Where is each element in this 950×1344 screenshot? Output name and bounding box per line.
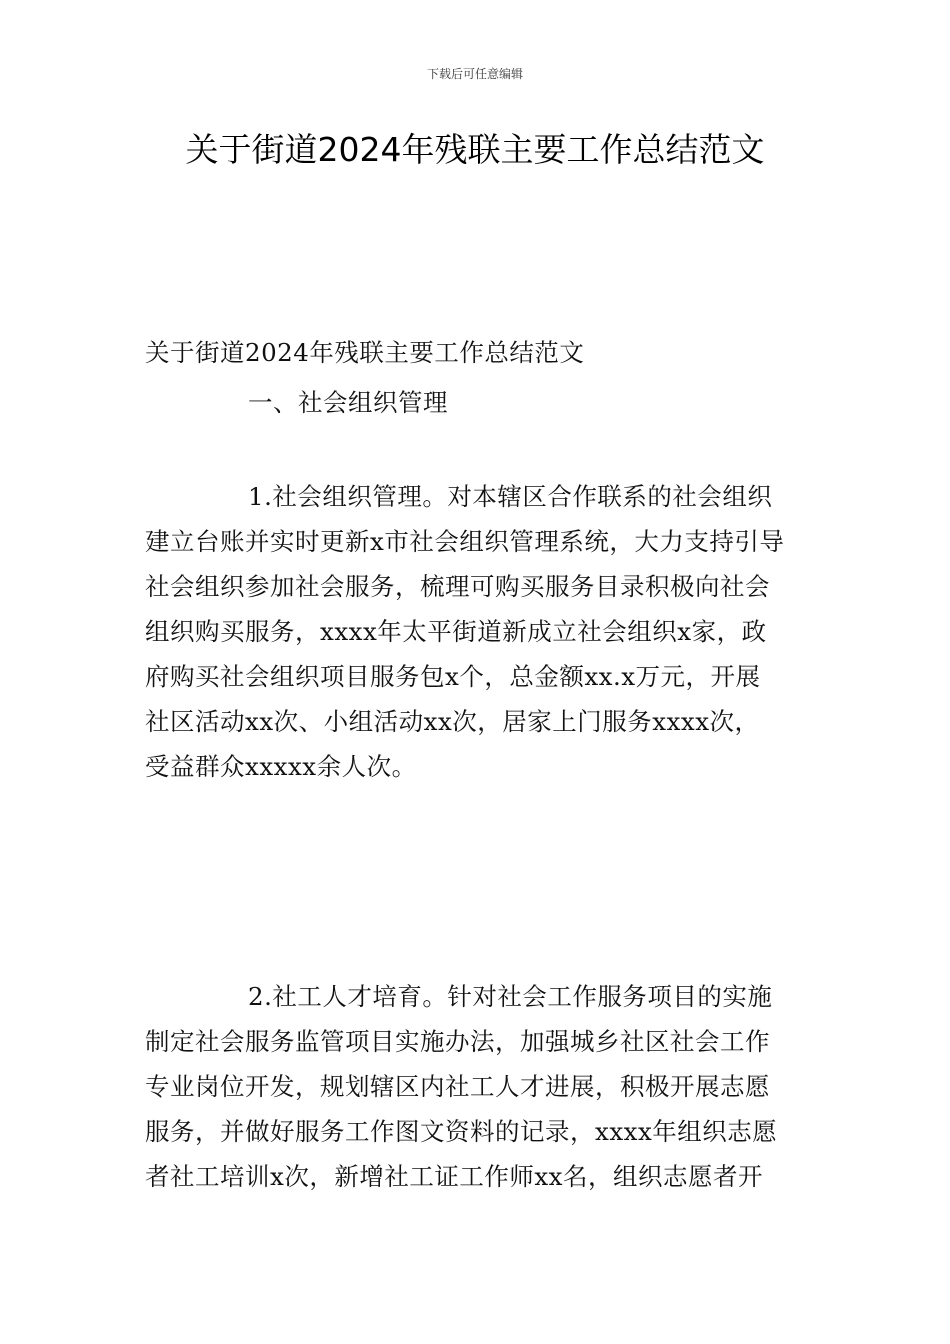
paragraph-line: 建立台账并实时更新x市社会组织管理系统，大力支持引导 bbox=[145, 527, 785, 556]
paragraph-line: 1.社会组织管理。对本辖区合作联系的社会组织 bbox=[248, 482, 773, 511]
paragraph-line: 专业岗位开发，规划辖区内社工人才进展，积极开展志愿 bbox=[145, 1072, 770, 1101]
header-note: 下载后可任意编辑 bbox=[426, 67, 523, 81]
paragraph-item-1 bbox=[145, 474, 807, 789]
paragraph-line: 府购买社会组织项目服务包x个，总金额xx.x万元，开展 bbox=[145, 662, 761, 691]
paragraph-line: 者社工培训x次，新增社工证工作师xx名，组织志愿者开 bbox=[145, 1162, 763, 1191]
document-title: 关于街道2024年残联主要工作总结范文 bbox=[185, 130, 765, 169]
paragraph-line: 受益群众xxxxx余人次。 bbox=[145, 752, 417, 781]
paragraph-line: 社会组织参加社会服务，梳理可购买服务目录积极向社会 bbox=[145, 572, 770, 601]
paragraph-line: 组织购买服务，xxxx年太平街道新成立社会组织x家，政 bbox=[145, 617, 767, 646]
document-subtitle: 关于街道2024年残联主要工作总结范文 bbox=[145, 338, 585, 367]
paragraph-line: 服务，并做好服务工作图文资料的记录，xxxx年组织志愿 bbox=[145, 1117, 778, 1146]
paragraph-item-2 bbox=[145, 974, 807, 1199]
paragraph-line: 制定社会服务监管项目实施办法，加强城乡社区社会工作 bbox=[145, 1027, 770, 1056]
section-heading: 一、社会组织管理 bbox=[248, 388, 448, 417]
paragraph-line: 社区活动xx次、小组活动xx次，居家上门服务xxxx次， bbox=[145, 707, 760, 736]
paragraph-line: 2.社工人才培育。针对社会工作服务项目的实施 bbox=[248, 982, 773, 1011]
